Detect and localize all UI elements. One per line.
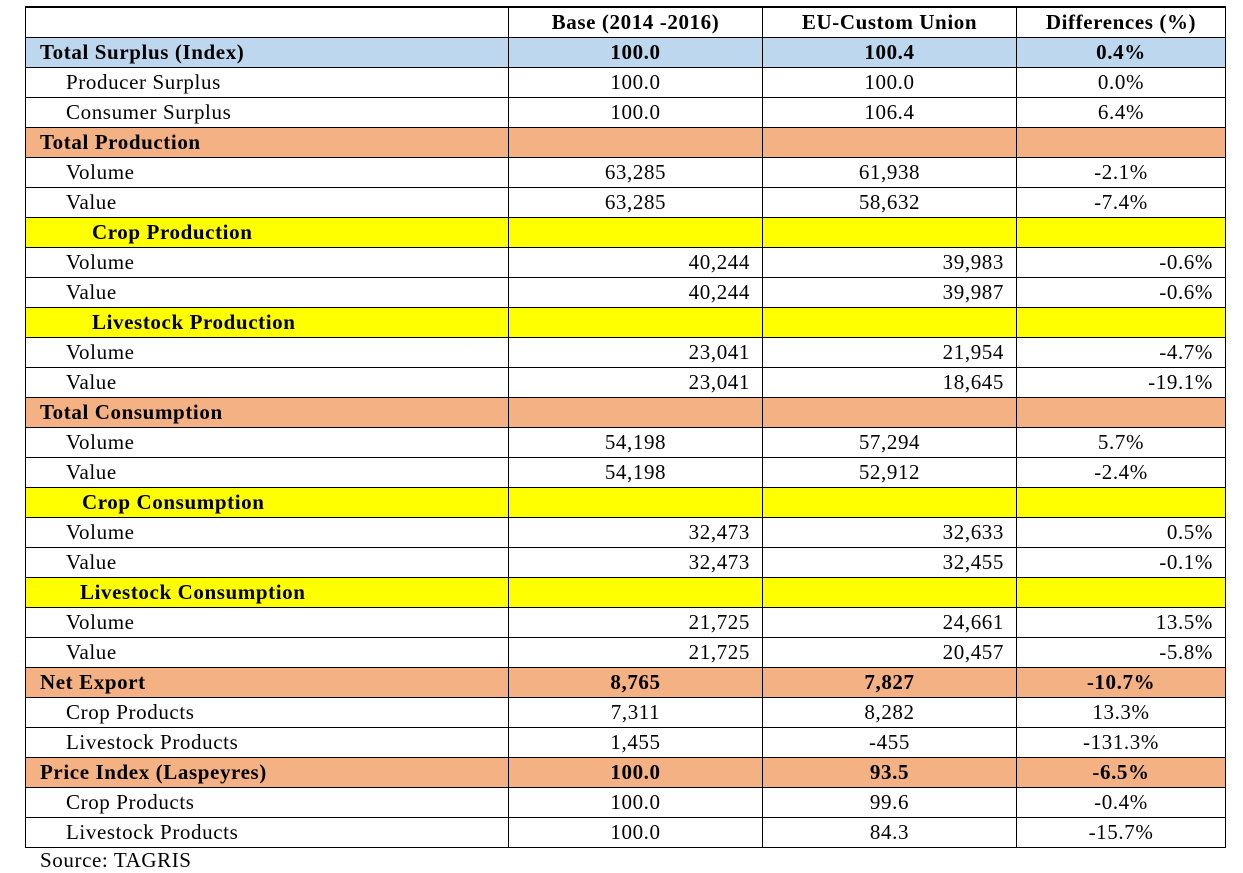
row-label: Total Surplus (Index) [26, 38, 509, 68]
difference-value: 0.4% [1017, 38, 1226, 68]
eu-custom-union-value: 21,954 [763, 338, 1017, 368]
eu-custom-union-value: 100.4 [763, 38, 1017, 68]
base-value: 63,285 [509, 158, 763, 188]
row-label: Consumer Surplus [26, 98, 509, 128]
difference-value: 6.4% [1017, 98, 1226, 128]
eu-custom-union-value [763, 308, 1017, 338]
base-value: 23,041 [509, 368, 763, 398]
row-label: Value [26, 548, 509, 578]
row-label: Total Consumption [26, 398, 509, 428]
table-row [26, 68, 1226, 98]
table-header-row [26, 7, 1226, 38]
base-value: 21,725 [509, 638, 763, 668]
row-label: Livestock Products [26, 818, 509, 848]
eu-custom-union-value: 39,987 [763, 278, 1017, 308]
table-row [26, 728, 1226, 758]
eu-custom-union-value: 93.5 [763, 758, 1017, 788]
results-table [25, 6, 1226, 848]
subsection-row [26, 578, 1226, 608]
row-label: Livestock Consumption [26, 578, 509, 608]
difference-value: -7.4% [1017, 188, 1226, 218]
difference-value: -0.6% [1017, 248, 1226, 278]
difference-value: -6.5% [1017, 758, 1226, 788]
base-value: 100.0 [509, 68, 763, 98]
table-row [26, 368, 1226, 398]
row-label: Volume [26, 158, 509, 188]
section-row [26, 128, 1226, 158]
difference-value: -4.7% [1017, 338, 1226, 368]
table-row [26, 248, 1226, 278]
difference-value: -0.6% [1017, 278, 1226, 308]
difference-value: 13.3% [1017, 698, 1226, 728]
difference-value [1017, 218, 1226, 248]
base-value: 54,198 [509, 458, 763, 488]
header-differences: Differences (%) [1017, 7, 1226, 38]
row-label: Volume [26, 248, 509, 278]
difference-value: 5.7% [1017, 428, 1226, 458]
base-value: 23,041 [509, 338, 763, 368]
difference-value: -5.8% [1017, 638, 1226, 668]
eu-custom-union-value: 84.3 [763, 818, 1017, 848]
base-value [509, 488, 763, 518]
row-label: Value [26, 458, 509, 488]
base-value: 63,285 [509, 188, 763, 218]
source-note: Source: TAGRIS [40, 848, 192, 872]
base-value: 40,244 [509, 278, 763, 308]
row-label: Value [26, 368, 509, 398]
base-value: 100.0 [509, 758, 763, 788]
row-label: Volume [26, 518, 509, 548]
eu-custom-union-value: 99.6 [763, 788, 1017, 818]
difference-value: -0.1% [1017, 548, 1226, 578]
difference-value [1017, 128, 1226, 158]
header-base: Base (2014 -2016) [509, 7, 763, 38]
table-row [26, 548, 1226, 578]
base-value: 8,765 [509, 668, 763, 698]
row-label: Crop Production [26, 218, 509, 248]
table-row [26, 788, 1226, 818]
section-row [26, 38, 1226, 68]
header-blank-cell [26, 7, 509, 38]
base-value: 7,311 [509, 698, 763, 728]
subsection-row [26, 308, 1226, 338]
table-row [26, 158, 1226, 188]
eu-custom-union-value: 52,912 [763, 458, 1017, 488]
row-label: Volume [26, 338, 509, 368]
row-label: Crop Products [26, 698, 509, 728]
difference-value: 13.5% [1017, 608, 1226, 638]
row-label: Crop Products [26, 788, 509, 818]
table-row [26, 698, 1226, 728]
table-row [26, 98, 1226, 128]
table-row [26, 608, 1226, 638]
section-row [26, 668, 1226, 698]
eu-custom-union-value: 57,294 [763, 428, 1017, 458]
eu-custom-union-value [763, 128, 1017, 158]
table-row [26, 428, 1226, 458]
difference-value: -131.3% [1017, 728, 1226, 758]
base-value [509, 128, 763, 158]
difference-value [1017, 398, 1226, 428]
header-eu-custom-union: EU-Custom Union [763, 7, 1017, 38]
difference-value: -15.7% [1017, 818, 1226, 848]
table-row [26, 638, 1226, 668]
row-label: Volume [26, 608, 509, 638]
eu-custom-union-value: 58,632 [763, 188, 1017, 218]
eu-custom-union-value: 106.4 [763, 98, 1017, 128]
row-label: Crop Consumption [26, 488, 509, 518]
difference-value: 0.5% [1017, 518, 1226, 548]
row-label: Livestock Production [26, 308, 509, 338]
difference-value: -2.1% [1017, 158, 1226, 188]
row-label: Net Export [26, 668, 509, 698]
eu-custom-union-value [763, 488, 1017, 518]
eu-custom-union-value: 61,938 [763, 158, 1017, 188]
eu-custom-union-value: 8,282 [763, 698, 1017, 728]
table-row [26, 188, 1226, 218]
row-label: Price Index (Laspeyres) [26, 758, 509, 788]
base-value: 100.0 [509, 38, 763, 68]
base-value: 32,473 [509, 518, 763, 548]
row-label: Value [26, 188, 509, 218]
difference-value: -2.4% [1017, 458, 1226, 488]
row-label: Producer Surplus [26, 68, 509, 98]
table-body [26, 38, 1226, 848]
eu-custom-union-value: 7,827 [763, 668, 1017, 698]
eu-custom-union-value: 32,455 [763, 548, 1017, 578]
difference-value [1017, 308, 1226, 338]
row-label: Value [26, 638, 509, 668]
subsection-row [26, 218, 1226, 248]
eu-custom-union-value: 18,645 [763, 368, 1017, 398]
difference-value: -19.1% [1017, 368, 1226, 398]
table-row [26, 518, 1226, 548]
difference-value [1017, 578, 1226, 608]
section-row [26, 398, 1226, 428]
eu-custom-union-value: 20,457 [763, 638, 1017, 668]
base-value [509, 308, 763, 338]
eu-custom-union-value [763, 218, 1017, 248]
table-row [26, 458, 1226, 488]
base-value [509, 578, 763, 608]
table-row [26, 278, 1226, 308]
base-value: 21,725 [509, 608, 763, 638]
difference-value: -10.7% [1017, 668, 1226, 698]
base-value: 100.0 [509, 818, 763, 848]
difference-value [1017, 488, 1226, 518]
eu-custom-union-value: 100.0 [763, 68, 1017, 98]
difference-value: 0.0% [1017, 68, 1226, 98]
table-row [26, 338, 1226, 368]
eu-custom-union-value: -455 [763, 728, 1017, 758]
eu-custom-union-value [763, 578, 1017, 608]
row-label: Volume [26, 428, 509, 458]
base-value: 40,244 [509, 248, 763, 278]
base-value: 100.0 [509, 788, 763, 818]
eu-custom-union-value: 24,661 [763, 608, 1017, 638]
row-label: Total Production [26, 128, 509, 158]
difference-value: -0.4% [1017, 788, 1226, 818]
table-row [26, 818, 1226, 848]
base-value: 54,198 [509, 428, 763, 458]
eu-custom-union-value [763, 398, 1017, 428]
eu-custom-union-value: 32,633 [763, 518, 1017, 548]
row-label: Livestock Products [26, 728, 509, 758]
base-value: 1,455 [509, 728, 763, 758]
eu-custom-union-value: 39,983 [763, 248, 1017, 278]
section-row [26, 758, 1226, 788]
base-value [509, 398, 763, 428]
row-label: Value [26, 278, 509, 308]
subsection-row [26, 488, 1226, 518]
base-value: 100.0 [509, 98, 763, 128]
base-value [509, 218, 763, 248]
base-value: 32,473 [509, 548, 763, 578]
